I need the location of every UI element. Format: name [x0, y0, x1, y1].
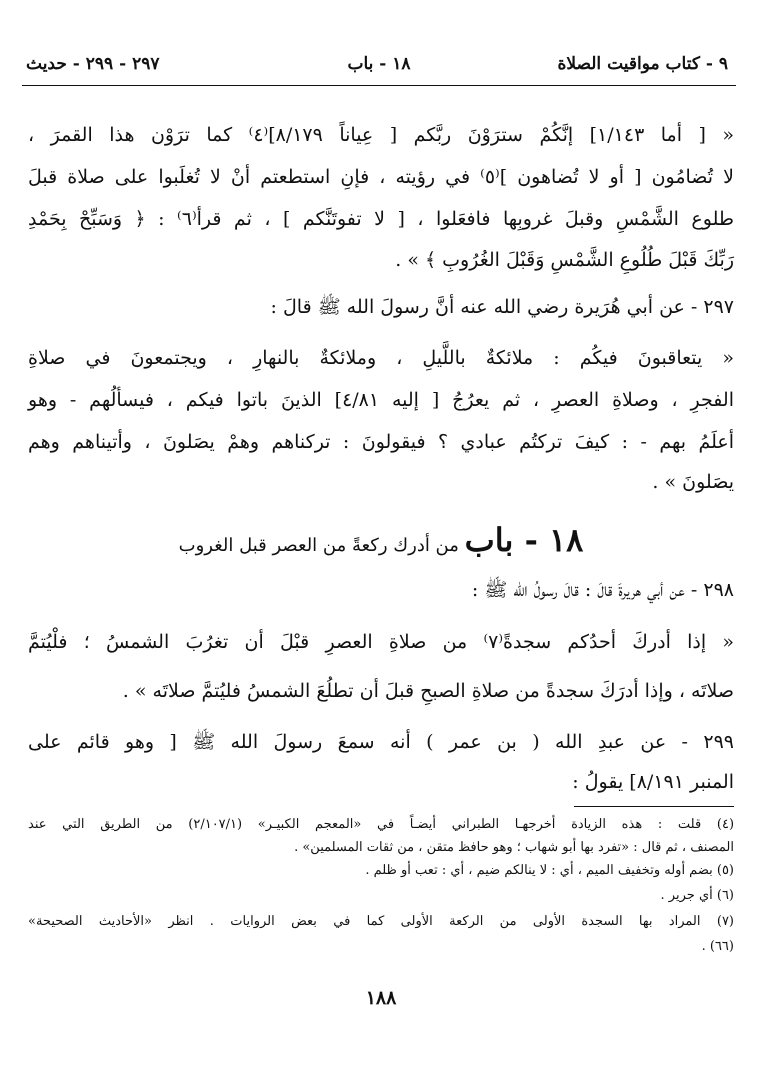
footnote-line: (٦) أي جرير .: [660, 888, 734, 903]
footnote-line: المصنف ، ثم قال : «تفرد بها أبو شهاب ؛ وهو حافظ متقن ، من ثقات المسلمين» .: [294, 840, 734, 855]
text-line: « يتعاقبونَ فيكُم : ملائكةٌ باللَّيلِ ، وملائكةٌ بالنهارِ ، ويجتمعونَ في صلاةِ: [28, 347, 734, 369]
footnote-divider: [574, 806, 734, 807]
text-line: « إذا أدركَ أحدُكم سجدةً⁽٧⁾ من صلاةِ العصرِ قبْلَ أن تغرُبَ الشمسُ ؛ فلْيُتمَّ: [28, 631, 734, 653]
text-line: يصَلونَ » .: [652, 471, 734, 493]
text-line: طلوع الشَّمْسِ وقبلَ غروبِها فافعَلوا ، [ لا تفوتَنَّكم ] ، ثم قرأ⁽٦⁾ : ﴿ وَسَبِّحْ بِحَمْدِ: [28, 208, 734, 230]
text-line: المنبر ٨/١٩١] يقولُ :: [572, 771, 734, 793]
hadith-298-heading: ٢٩٨ - عن أبي هريرةَ قالَ : قالَ رسولُ الله ﷺ :: [471, 579, 734, 601]
chapter-heading: [120, 518, 642, 568]
footnote-line: (٤) قلت : هذه الزيادة أخرجهـا الطبراني أيضـاً في «المعجم الكبيـر» (٢/١٠٧/١) من الطريق التي عند: [28, 817, 735, 832]
footnote-line: (٥) بضم أوله وتخفيف الميم ، أي : لا ينالكم ضيم ، أي : تعب أو ظلم .: [365, 863, 734, 878]
text-line: لا تُضامُون [ أو لا تُضاهون ]⁽٥⁾ في رؤيته ، فإنِ استطعتم أنْ لا تُغلَبوا على صلاة قبلَ: [28, 166, 734, 188]
text-line: رَبِّكَ قَبْلَ طُلُوعِ الشَّمْسِ وَقَبْلَ الغُرُوبِ ﴾ » .: [395, 249, 734, 271]
section-title: ١٨ - باب: [347, 54, 411, 74]
text-line: الفجرِ ، وصلاةِ العصرِ ، ثم يعرُجُ [ إليه ٤/٨١] الذينَ باتوا فيكم ، فيسألُهم - وهو: [28, 389, 734, 411]
hadith-297-heading: ٢٩٧ - عن أبي هُرَيرة رضي الله عنه أنَّ رسولَ الله ﷺ قالَ :: [270, 296, 734, 318]
chapter-title: ٩ - كتاب مواقيت الصلاة: [557, 54, 728, 74]
hadith-299-heading: ٢٩٩ - عن عبدِ الله ( بن عمر ) أنه سمعَ رسولَ الله ﷺ [ وهو قائم على: [28, 731, 734, 753]
chapter-heading-title: من أدرك ركعةً من العصر قبل الغروب: [178, 535, 459, 556]
footnote-line: (٧) المراد بها السجدة الأولى من الركعة الأولى كما في بعض الروايات . انظر «الأحاديث الصحيحة»: [28, 914, 734, 929]
running-head: [22, 48, 736, 82]
text-line: أعلَمُ بهم - : كيفَ تركتُم عبادي ؟ فيقولونَ : تركناهم وهمْ يصَلونَ ، وأتيناهم وهم: [28, 431, 734, 453]
text-line: « [ أما ١/١٤٣] إنَّكُمْ سترَوْنَ ربَّكم [ عِياناً ٨/١٧٩]⁽٤⁾ كما ترَوْن هذا القمرَ ،: [28, 124, 734, 146]
chapter-number: ١٨ - باب: [464, 521, 584, 559]
page-number: ١٨٨: [365, 987, 397, 1009]
text-line: صلاتَه ، وإذا أدرَكَ سجدةً من صلاةِ الصبحِ قبلَ أن تطلُعَ الشمسُ فليُتمَّ صلاتَه » .: [122, 680, 734, 702]
footnote-line: (٦٦) .: [701, 939, 734, 954]
header-divider: [22, 85, 736, 86]
hadith-range: ٢٩٧ - ٢٩٩ - حديث: [26, 54, 160, 74]
